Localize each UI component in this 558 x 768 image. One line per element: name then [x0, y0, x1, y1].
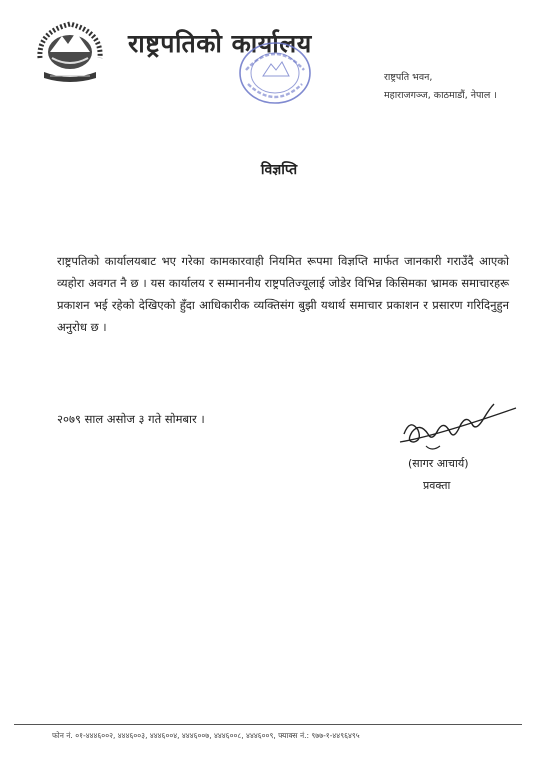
address-line-1: राष्ट्रपति भवन, [384, 72, 433, 83]
nepal-emblem-icon [34, 18, 106, 84]
notice-heading: विज्ञप्ति [260, 162, 298, 178]
office-address [384, 69, 497, 105]
office-name: राष्ट्रपतिको कार्यालय [128, 29, 312, 58]
office-seal-stamp-icon [236, 40, 314, 106]
address-line-2: महाराजगञ्ज, काठमाडौं, नेपाल । [384, 90, 497, 101]
notice-date: २०७९ साल असोज ३ गते सोमबार । [57, 412, 205, 426]
footer-contact: फोन नं. ०१-४४४६००२, ४४४६००३, ४४४६००४, ४४४६००७, ४४४६००८, ४४४६००९, फ्याक्स नं.: ९७७-१-४४९६४९५ [52, 731, 360, 740]
notice-body: राष्ट्रपतिको कार्यालयबाट भए गरेका कामकारवाही नियमित रूपमा विज्ञप्ति मार्फत जानकारी गराउँदै आएको व्यहोरा अवगत नै छ । यस कार्यालय र सम्माननीय राष्ट्रपतिज्यूलाई जोडेर विभिन्न किसिमका भ्रामक समाचारहरू प्रकाशन भई रहेको देखिएको हुँदा आधिकारीक व्यक्तिसंग बुझी यथार्थ समाचार प्रकाशन र प्रसारण गरिदिनुहुन अनुरोध छ । [57, 254, 509, 334]
footer-divider [14, 724, 522, 725]
signatory-title: प्रवक्ता [423, 479, 451, 492]
signatory-name: (सागर आचार्य) [408, 457, 469, 470]
handwritten-signature-icon [396, 396, 518, 458]
